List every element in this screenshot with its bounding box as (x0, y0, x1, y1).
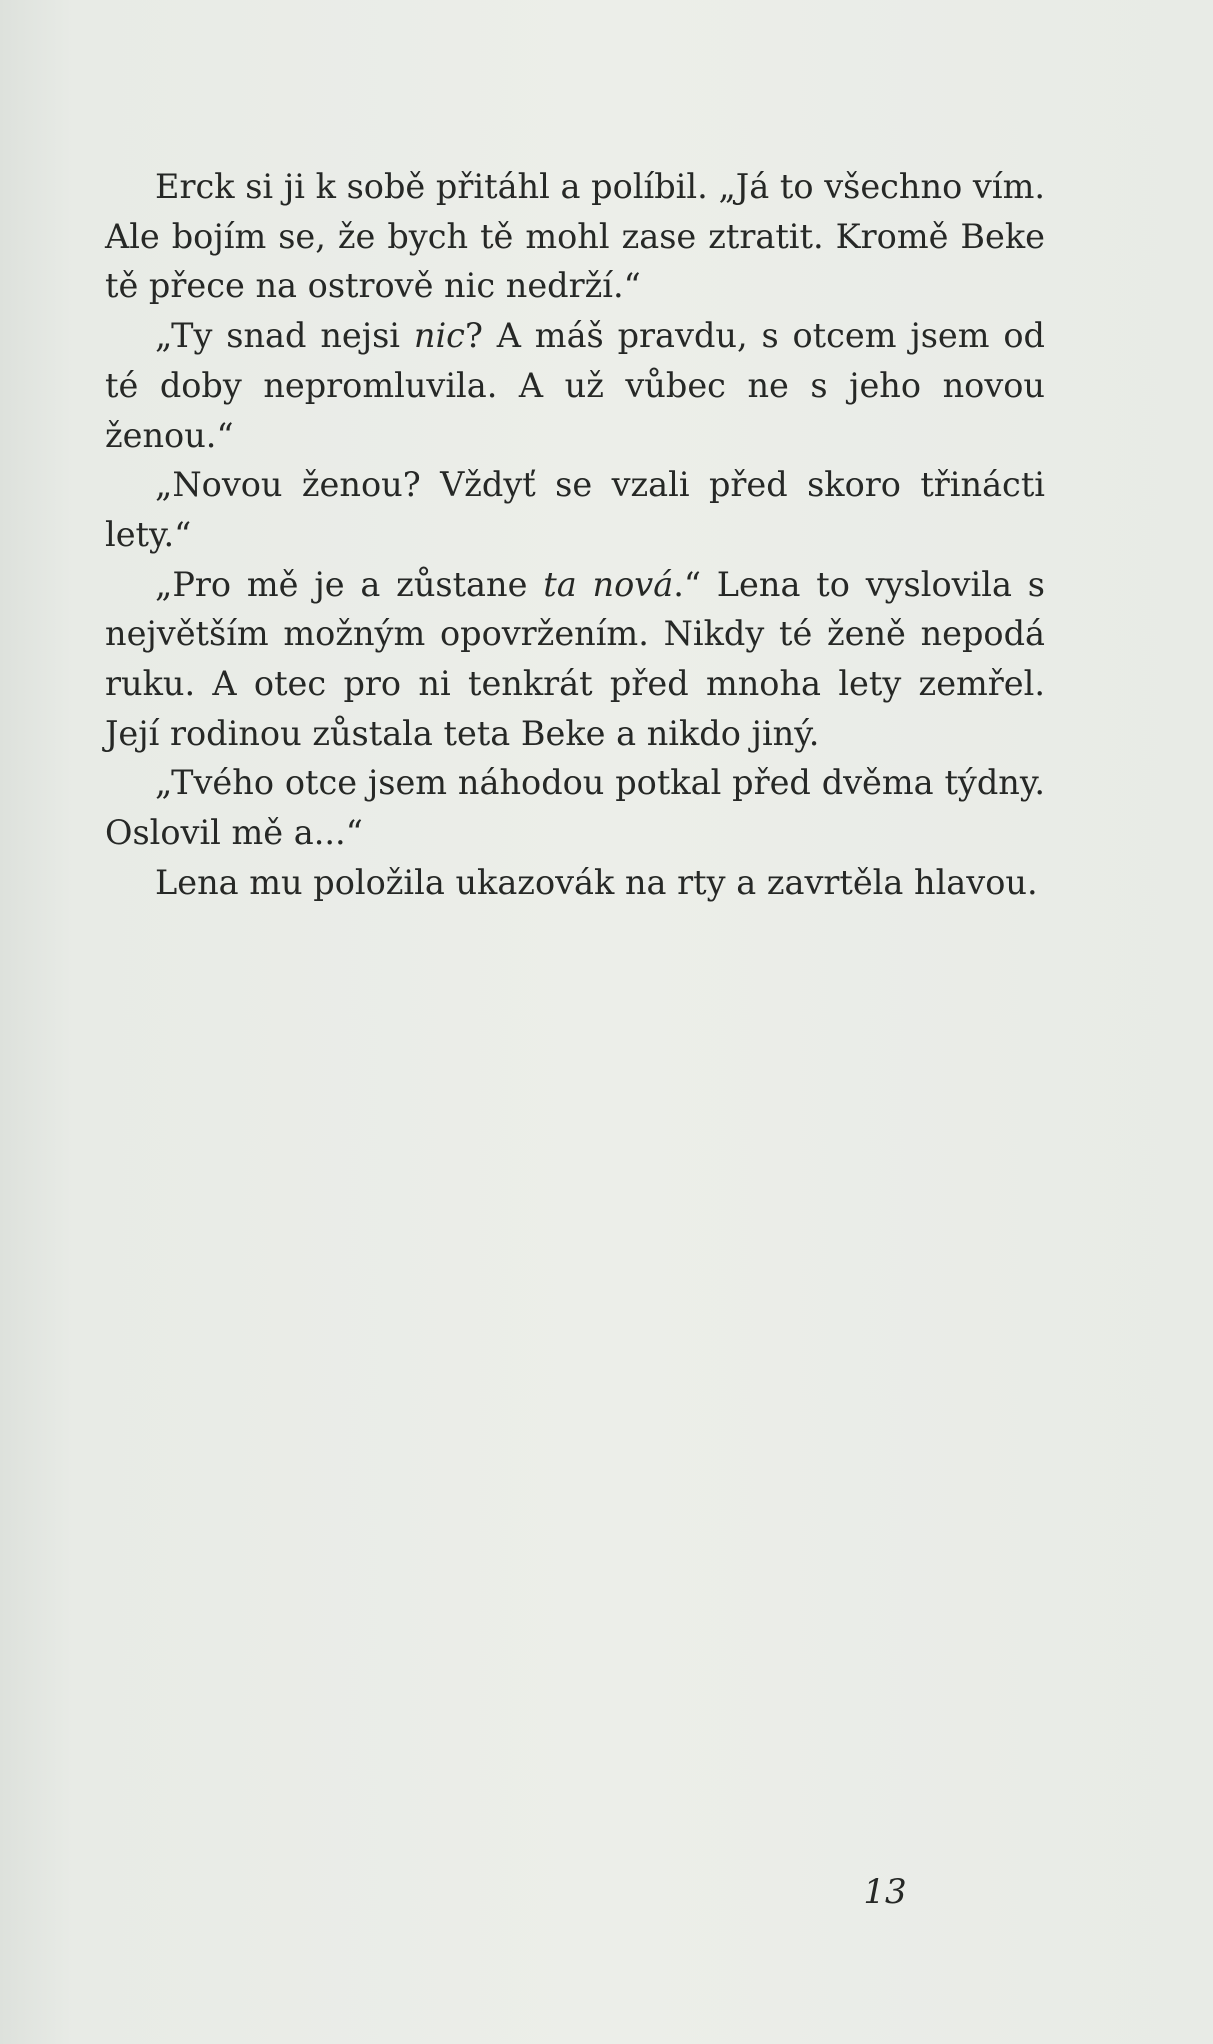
paragraph-6 (105, 858, 1045, 908)
paragraph-text: „Tvého otce jsem náhodou potkal před dvěma týdny. Oslovil mě a...“ (105, 763, 1045, 853)
paragraph-text: Erck si ji k sobě přitáhl a políbil. „Já to všechno vím. Ale bojím se, že bych tě mohl zase ztratit. Kromě Beke tě přece na ostrově nic nedrží.“ (105, 167, 1045, 306)
paragraph-text: „Ty snad nejsi (155, 316, 414, 356)
paragraph-text: ? A máš pravdu, s otcem jsem od té doby nepromluvila. A už vůbec ne s jeho novou ženou.“ (105, 316, 1045, 455)
italic-phrase: ta nová (543, 564, 674, 604)
paragraph-1 (105, 162, 1045, 311)
paragraph-text: „Novou ženou? Vždyť se vzali před skoro třinácti lety.“ (105, 465, 1045, 554)
paragraph-5 (105, 758, 1045, 857)
paragraph-3 (105, 460, 1045, 559)
body-text (105, 162, 1045, 908)
paragraph-2 (105, 311, 1045, 460)
page-number: 13 (863, 1872, 907, 1912)
paragraph-text: „Pro mě je a zůstane (155, 564, 544, 604)
paragraph-text: .“ Lena to vyslovila s největším možným opovržením. Nikdy té ženě nepodá ruku. A otec pro ni tenkrát před mnoha lety zemřel. Její rodinou zůstala teta Beke a nikdo jiný. (105, 564, 1045, 753)
italic-word: nic (413, 316, 465, 356)
paragraph-text: Lena mu položila ukazovák na rty a zavrtěla hlavou. (155, 862, 1038, 902)
paragraph-4 (105, 560, 1045, 759)
